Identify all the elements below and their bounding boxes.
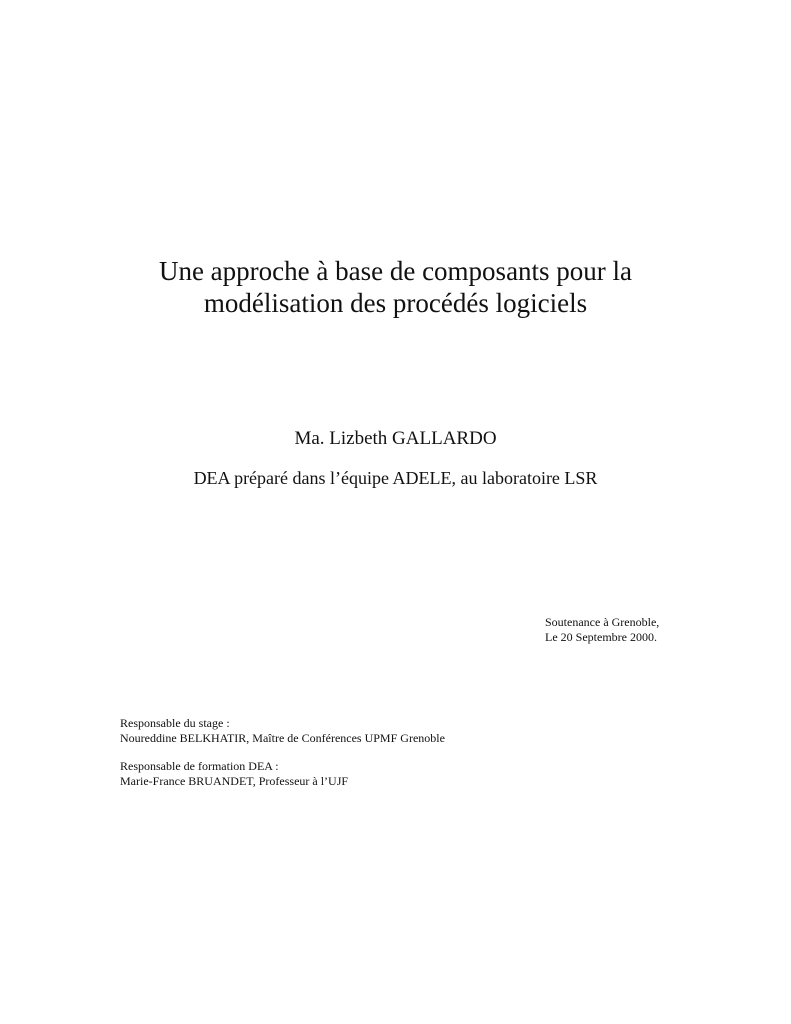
internship-supervisor [120, 716, 445, 746]
dea-supervisor-role: Responsable de formation DEA : [120, 759, 279, 773]
internship-supervisor-role: Responsable du stage : [120, 716, 230, 730]
supervisors-section [120, 716, 445, 789]
title-line-1: Une approche à base de composants pour la [158, 256, 633, 286]
defense-info [545, 615, 659, 645]
internship-supervisor-name: Noureddine BELKHATIR, Maître de Conférences UPMF Grenoble [120, 731, 445, 745]
author-name: Ma. Lizbeth GALLARDO [294, 428, 497, 449]
title-line-2: modélisation des procédés logiciels [203, 288, 588, 318]
defense-date: Le 20 Septembre 2000. [545, 630, 657, 644]
affiliation: DEA préparé dans l’équipe ADELE, au laboratoire LSR [193, 468, 598, 488]
dea-supervisor [120, 759, 445, 789]
document-title [80, 255, 711, 319]
defense-location: Soutenance à Grenoble, [545, 615, 660, 629]
dea-supervisor-name: Marie-France BRUANDET, Professeur à l’UJF [120, 774, 349, 788]
